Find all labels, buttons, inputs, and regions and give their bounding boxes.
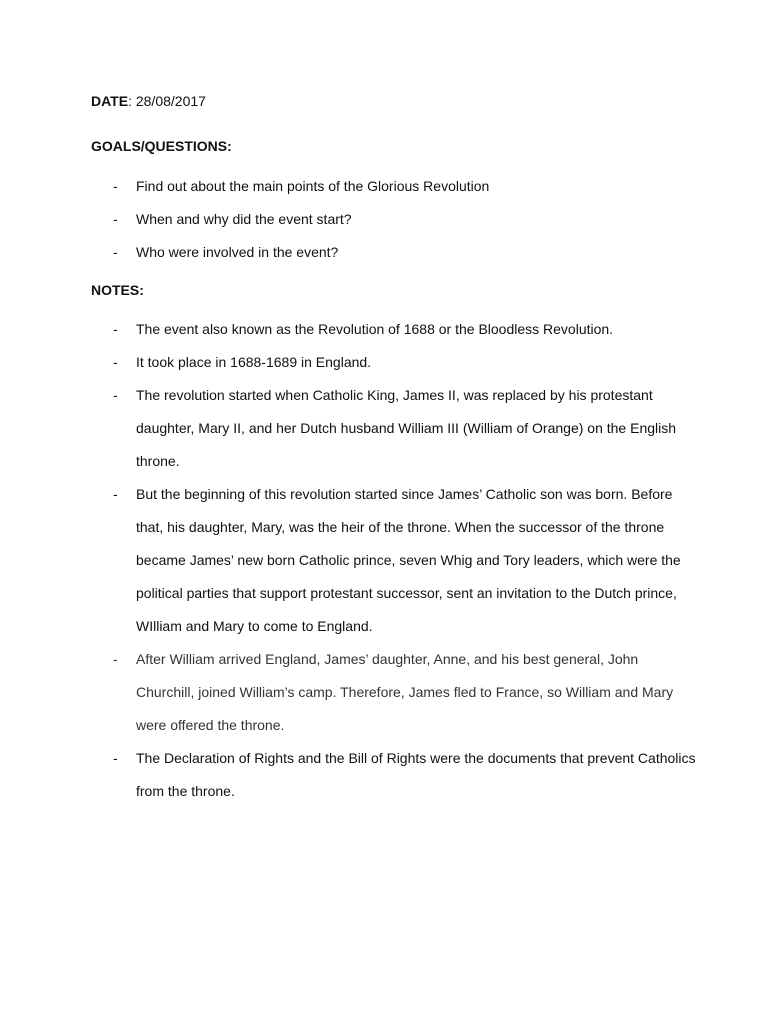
bullet-dash: -: [113, 178, 118, 194]
goals-heading: GOALS/QUESTIONS:: [91, 138, 232, 154]
note-text: The Declaration of Rights and the Bill of Rights were the documents that prevent Catholics from the throne.: [136, 750, 696, 799]
goal-text: Who were involved in the event?: [136, 244, 339, 260]
notes-list: [0, 313, 768, 808]
bullet-dash: -: [113, 321, 118, 337]
goal-item: [0, 203, 768, 236]
note-item: [0, 643, 768, 742]
note-text: It took place in 1688-1689 in England.: [136, 354, 372, 370]
date-line: [91, 92, 206, 110]
goal-item: [0, 236, 768, 269]
bullet-dash: -: [113, 486, 118, 502]
note-item: [0, 742, 768, 808]
bullet-dash: -: [113, 354, 118, 370]
note-item: [0, 313, 768, 346]
goal-text: When and why did the event start?: [136, 211, 352, 227]
date-value: : 28/08/2017: [128, 93, 206, 109]
bullet-dash: -: [113, 244, 118, 260]
goal-text: Find out about the main points of the Glorious Revolution: [136, 178, 490, 194]
note-text: But the beginning of this revolution started since James’ Catholic son was born. Before that, his daughter, Mary, was the heir of the throne. When the successor of the throne became James’ new born Catholic prince, seven Whig and Tory leaders, which were the political parties that support protestant successor, sent an invitation to the Dutch prince, WIlliam and Mary to come to England.: [136, 486, 681, 634]
bullet-dash: -: [113, 651, 118, 667]
note-text: The revolution started when Catholic King, James II, was replaced by his protestant daughter, Mary II, and her Dutch husband William III (William of Orange) on the English throne.: [136, 387, 677, 469]
notes-heading: NOTES:: [91, 282, 144, 298]
goal-item: [0, 170, 768, 203]
note-text: The event also known as the Revolution of 1688 or the Bloodless Revolution.: [136, 321, 614, 337]
note-item: [0, 346, 768, 379]
bullet-dash: -: [113, 211, 118, 227]
note-item: [0, 379, 768, 478]
bullet-dash: -: [113, 387, 118, 403]
note-item: [0, 478, 768, 643]
goals-list: [0, 170, 768, 269]
note-text: After William arrived England, James’ daughter, Anne, and his best general, John Churchill, joined William’s camp. Therefore, James fled to France, so William and Mary were offered the throne.: [136, 651, 674, 733]
date-label: DATE: [91, 93, 129, 109]
bullet-dash: -: [113, 750, 118, 766]
